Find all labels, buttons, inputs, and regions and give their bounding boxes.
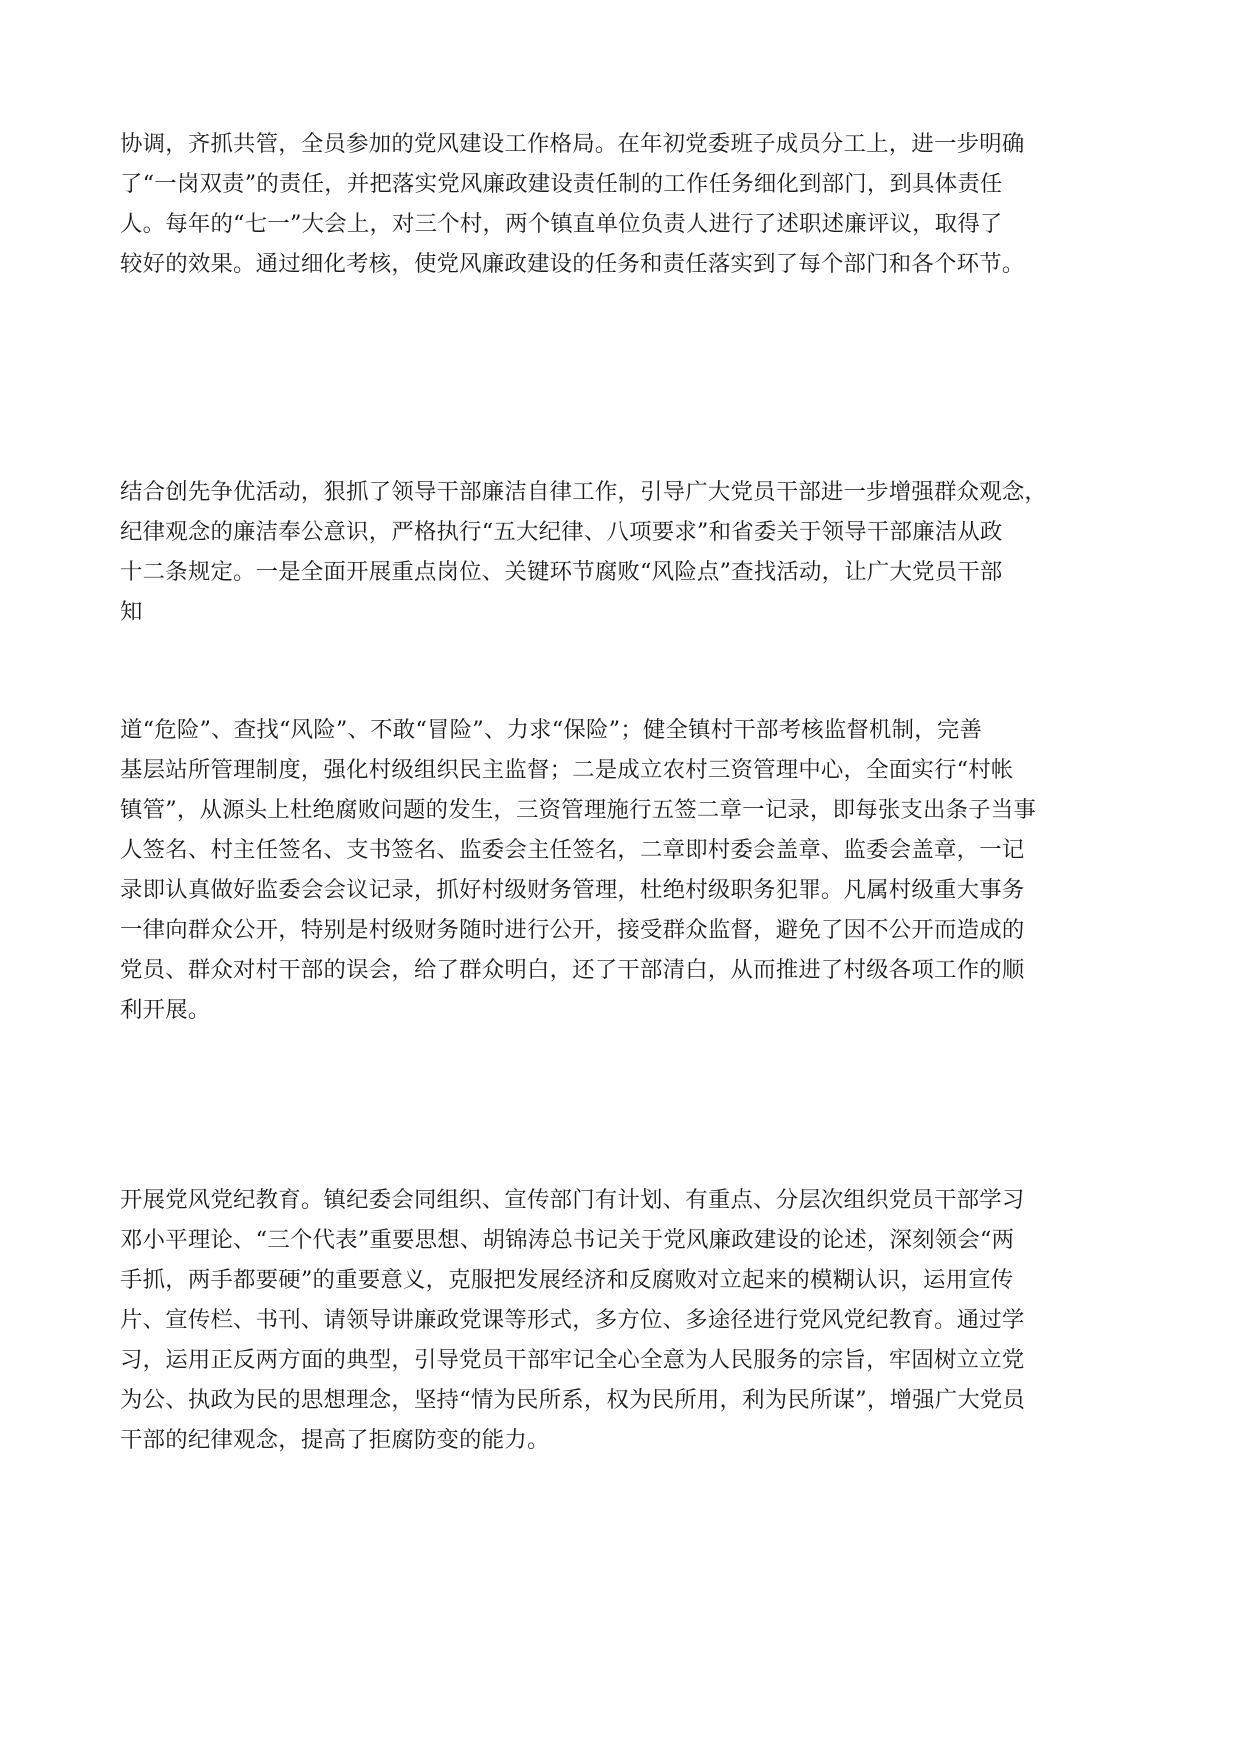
text-line: 邓小平理论、“三个代表”重要思想、胡锦涛总书记关于党风廉政建设的论述，深刻领会“两 [120, 1227, 1015, 1253]
text-line: 党员、群众对村干部的误会，给了群众明白，还了干部清白，从而推进了村级各项工作的顺 [120, 957, 1025, 983]
text-line: 一律向群众公开，特别是村级财务随时进行公开，接受群众监督，避免了因不公开而造成的 [120, 917, 1025, 943]
paragraph-self-discipline [120, 472, 1130, 632]
text-line: 较好的效果。通过细化考核，使党风廉政建设的任务和责任落实到了每个部门和各个环节。 [120, 251, 1025, 277]
text-line: 干部的纪律观念，提高了拒腐防变的能力。 [120, 1427, 550, 1453]
text-line: 十二条规定。一是全面开展重点岗位、关键环节腐败“风险点”查找活动，让广大党员干部 [120, 559, 1003, 585]
text-line: 结合创先争优活动，狠抓了领导干部廉洁自律工作，引导广大党员干部进一步增强群众观念， [120, 479, 1048, 505]
text-line: 协调，齐抓共管，全员参加的党风建设工作格局。在年初党委班子成员分工上，进一步明确 [120, 131, 1025, 157]
text-line: 习，运用正反两方面的典型，引导党员干部牢记全心全意为人民服务的宗旨，牢固树立立党 [120, 1347, 1025, 1373]
text-line: 利开展。 [120, 997, 211, 1023]
text-line: 手抓，两手都要硬”的重要意义，克服把发展经济和反腐败对立起来的模糊认识，运用宣传 [120, 1267, 1014, 1293]
text-line: 道“危险”、查找“风险”、不敢“冒险”、力求“保险”；健全镇村干部考核监督机制，完善 [120, 717, 983, 743]
paragraph-party-style-responsibility [120, 124, 1130, 284]
paragraph-village-supervision [120, 710, 1130, 1030]
text-line: 镇管”，从源头上杜绝腐败问题的发生，三资管理施行五签二章一记录，即每张支出条子当事 [120, 797, 1037, 823]
text-line: 纪律观念的廉洁奉公意识，严格执行“五大纪律、八项要求”和省委关于领导干部廉洁从政 [120, 519, 1003, 545]
text-line: 知 [120, 599, 143, 625]
text-line: 为公、执政为民的思想理念，坚持“情为民所系，权为民所用，利为民所谋”，增强广大党员 [120, 1387, 1026, 1413]
paragraph-party-discipline-education [120, 1180, 1130, 1460]
text-line: 人。每年的“七一”大会上，对三个村，两个镇直单位负责人进行了述职述廉评议，取得了 [120, 211, 1003, 237]
text-line: 片、宣传栏、书刊、请领导讲廉政党课等形式，多方位、多途径进行党风党纪教育。通过学 [120, 1307, 1025, 1333]
text-line: 录即认真做好监委会会议记录，抓好村级财务管理，杜绝村级职务犯罪。凡属村级重大事务 [120, 877, 1025, 903]
text-line: 基层站所管理制度，强化村级组织民主监督；二是成立农村三资管理中心，全面实行“村帐 [120, 757, 1014, 783]
text-line: 开展党风党纪教育。镇纪委会同组织、宣传部门有计划、有重点、分层次组织党员干部学习 [120, 1187, 1025, 1213]
text-line: 了“一岗双责”的责任，并把落实党风廉政建设责任制的工作任务细化到部门，到具体责任 [120, 171, 1003, 197]
text-line: 人签名、村主任签名、支书签名、监委会主任签名，二章即村委会盖章、监委会盖章，一记 [120, 837, 1025, 863]
